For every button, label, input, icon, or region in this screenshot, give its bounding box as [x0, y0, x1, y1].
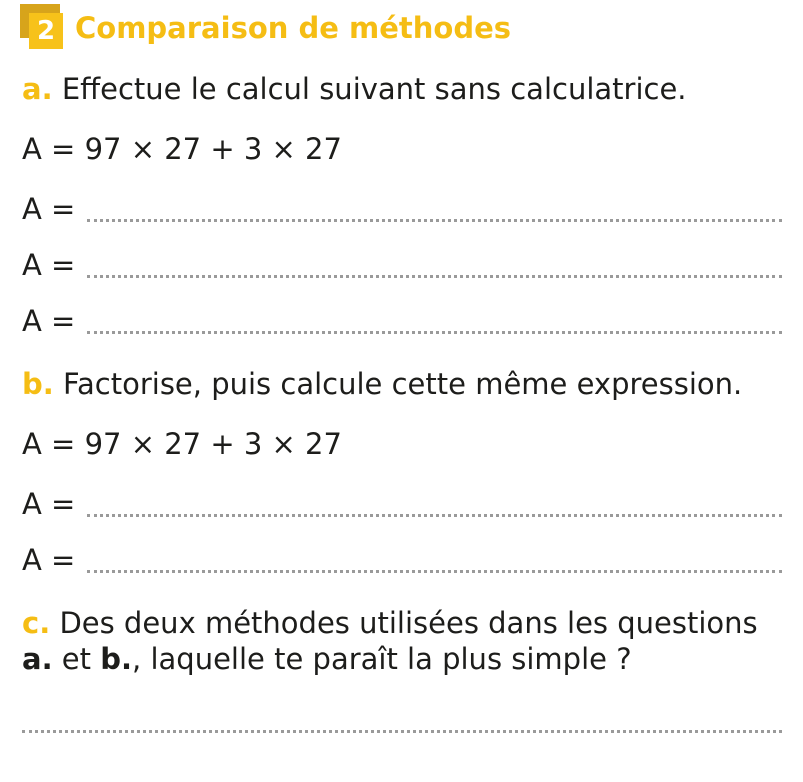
- question-c-rest: , laquelle te paraît la plus simple ?: [132, 642, 632, 676]
- exercise-number-badge: 2: [29, 13, 63, 49]
- answer-line-a3[interactable]: [22, 301, 782, 341]
- dotted-answer-line[interactable]: [87, 331, 782, 334]
- expression-a: A = 97 × 27 + 3 × 27: [22, 132, 342, 166]
- reference-a: a.: [22, 642, 53, 676]
- dotted-answer-line[interactable]: [87, 570, 782, 573]
- question-b-letter: b.: [22, 367, 54, 401]
- exercise-title: Comparaison de méthodes: [75, 11, 512, 45]
- question-c-letter: c.: [22, 606, 51, 640]
- question-a-letter: a.: [22, 72, 53, 106]
- answer-label: A =: [22, 248, 76, 282]
- dotted-answer-line[interactable]: [87, 514, 782, 517]
- answer-label: A =: [22, 304, 76, 338]
- question-a: [22, 72, 687, 107]
- answer-label: A =: [22, 487, 76, 521]
- answer-line-a2[interactable]: [22, 245, 782, 285]
- dotted-answer-line[interactable]: [87, 275, 782, 278]
- answer-line-c[interactable]: [22, 730, 782, 733]
- reference-b: b.: [100, 642, 133, 676]
- answer-label: A =: [22, 543, 76, 577]
- question-c-line2: [22, 642, 632, 677]
- dotted-answer-line[interactable]: [87, 219, 782, 222]
- answer-line-b2[interactable]: [22, 540, 782, 580]
- question-b: [22, 367, 742, 402]
- question-c-text: Des deux méthodes utilisées dans les questions: [59, 606, 758, 640]
- answer-line-a1[interactable]: [22, 189, 782, 229]
- answer-label: A =: [22, 192, 76, 226]
- connector-text: et: [52, 642, 101, 676]
- question-a-text: Effectue le calcul suivant sans calculatrice.: [61, 72, 687, 106]
- answer-line-b1[interactable]: [22, 484, 782, 524]
- question-b-text: Factorise, puis calcule cette même expression.: [63, 367, 743, 401]
- question-c-line1: [22, 606, 758, 641]
- expression-b: A = 97 × 27 + 3 × 27: [22, 427, 342, 461]
- exercise-header: [20, 4, 800, 50]
